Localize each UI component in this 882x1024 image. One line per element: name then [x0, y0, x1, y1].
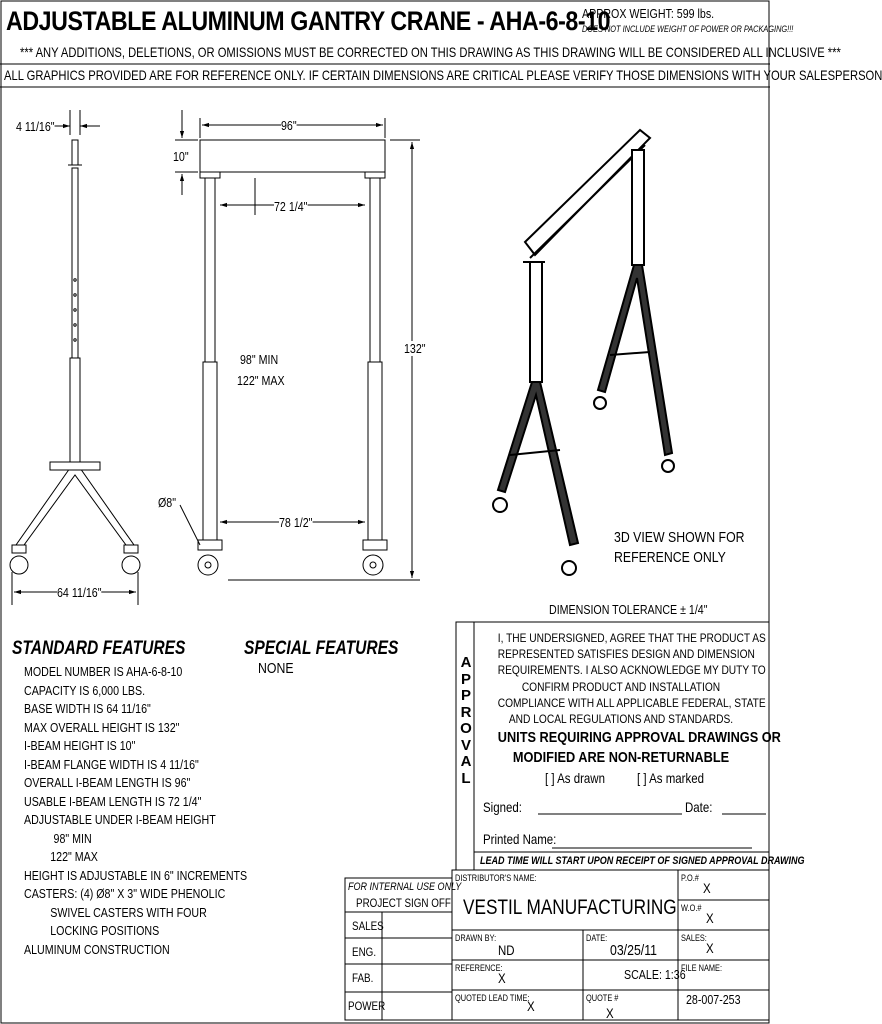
feature-item: MAX OVERALL HEIGHT IS 132" — [24, 719, 180, 735]
feature-item: SWIVEL CASTERS WITH FOUR — [50, 904, 207, 920]
po-value: X — [703, 880, 711, 896]
date-label: Date: — [685, 799, 713, 815]
drawn-by-label: DRAWN BY: — [455, 933, 497, 943]
file-name-value: 28-007-253 — [686, 992, 741, 1007]
dim-overall-height: 132" — [404, 341, 426, 356]
dim-height-max: 122" MAX — [237, 373, 285, 388]
special-features-heading: SPECIAL FEATURES — [244, 638, 399, 659]
standard-features-heading: STANDARD FEATURES — [12, 638, 186, 659]
feature-item: CASTERS: (4) Ø8" X 3" WIDE PHENOLIC — [24, 886, 226, 901]
project-signoff-label: PROJECT SIGN OFF — [356, 896, 451, 910]
dim-base-width: 64 11/16" — [57, 585, 102, 600]
approval-warning: UNITS REQUIRING APPROVAL DRAWINGS OR MODIFIED ARE NON-RETURNABLE — [497, 729, 781, 766]
signoff-row-sales: SALES — [352, 919, 384, 933]
feature-item: CAPACITY IS 6,000 LBS. — [24, 682, 146, 698]
approx-weight: APPROX WEIGHT: 599 lbs. — [582, 6, 715, 21]
dim-caster: Ø8" — [158, 495, 177, 510]
date-field-label: DATE: — [586, 933, 608, 943]
dimension-tolerance: DIMENSION TOLERANCE ± 1/4" — [549, 602, 708, 617]
dim-usable-length: 72 1/4" — [274, 199, 308, 214]
dim-height-min: 98" MIN — [240, 352, 279, 367]
quote-label: QUOTE # — [586, 993, 619, 1003]
approval-statement: I, THE UNDERSIGNED, AGREE THAT THE PRODUCT AS REPRESENTED SATISFIES DESIGN AND DIMENSION REQUIREMENTS. I ALSO ACKNOWLEDGE MY DUTY TO CONFIRM PRODUCT AND INSTALLATION COMPLIANCE WITH ALL APPLICABLE FEDERAL, STATE AND LOCAL REGULATIONS AND STANDARDS. — [497, 631, 766, 727]
signoff-row-eng: ENG. — [352, 945, 377, 959]
quoted-lead-label: QUOTED LEAD TIME: — [455, 993, 530, 1003]
po-label: P.O.# — [681, 873, 699, 883]
special-features-value: NONE — [258, 660, 294, 677]
wo-label: W.O.# — [681, 903, 702, 913]
sales-value: X — [706, 940, 714, 956]
feature-item: I-BEAM HEIGHT IS 10" — [24, 738, 136, 753]
view-note-line1: 3D VIEW SHOWN FOR — [614, 529, 745, 546]
dim-beam-height: 10" — [173, 149, 189, 164]
notice-reference: ALL GRAPHICS PROVIDED ARE FOR REFERENCE ONLY. IF CERTAIN DIMENSIONS ARE CRITICAL PLEASE VERIFY THOSE DIMENSIONS WITH YOUR SALESPERSON — [4, 67, 882, 83]
approval-vertical-label: A P P R O V A L — [460, 654, 472, 787]
notice-inclusive: *** ANY ADDITIONS, DELETIONS, OR OMISSIONS MUST BE CORRECTED ON THIS DRAWING AS THIS DRAWING WILL BE CONSIDERED ALL INCLUSIVE *** — [20, 44, 841, 60]
quote-value: X — [606, 1005, 614, 1021]
view-note-line2: REFERENCE ONLY — [614, 549, 726, 566]
feature-item: 122" MAX — [50, 849, 98, 864]
as-drawn-checkbox[interactable]: [ ] As drawn — [545, 770, 605, 786]
feature-item: I-BEAM FLANGE WIDTH IS 4 11/16" — [24, 756, 199, 772]
weight-note: DOES NOT INCLUDE WEIGHT OF POWER OR PACKAGING!!! — [582, 24, 794, 34]
dim-flange-width: 4 11/16" — [16, 119, 55, 134]
file-name-label: FILE NAME: — [681, 963, 723, 973]
reference-value: X — [498, 970, 506, 986]
feature-item: HEIGHT IS ADJUSTABLE IN 6" INCREMENTS — [24, 867, 248, 883]
scale-value: SCALE: 1:36 — [624, 967, 686, 982]
sales-label: SALES: — [681, 933, 707, 943]
signoff-row-power: POWER — [348, 999, 386, 1013]
distributor-label: DISTRIBUTOR'S NAME: — [455, 873, 537, 883]
distributor-name: VESTIL MANUFACTURING — [463, 896, 677, 919]
feature-item: USABLE I-BEAM LENGTH IS 72 1/4" — [24, 793, 202, 809]
feature-item: ADJUSTABLE UNDER I-BEAM HEIGHT — [24, 812, 216, 827]
feature-item: BASE WIDTH IS 64 11/16" — [24, 701, 151, 716]
date-value: 03/25/11 — [610, 942, 657, 959]
as-marked-checkbox[interactable]: [ ] As marked — [637, 770, 704, 786]
standard-features-list — [24, 663, 247, 959]
signed-label: Signed: — [483, 799, 522, 815]
dim-inner-width: 78 1/2" — [279, 515, 313, 530]
printed-name-label: Printed Name: — [483, 831, 557, 847]
quoted-lead-value: X — [527, 998, 535, 1014]
wo-value: X — [706, 910, 714, 926]
internal-use-label: FOR INTERNAL USE ONLY — [348, 881, 462, 893]
feature-item: 98" MIN — [53, 830, 92, 846]
lead-time-note: LEAD TIME WILL START UPON RECEIPT OF SIGNED APPROVAL DRAWING — [480, 855, 805, 867]
feature-item: OVERALL I-BEAM LENGTH IS 96" — [24, 775, 191, 790]
feature-item: MODEL NUMBER IS AHA-6-8-10 — [24, 664, 183, 679]
dim-beam-length: 96" — [281, 118, 297, 133]
reference-label: REFERENCE: — [455, 963, 503, 973]
drawing-title: ADJUSTABLE ALUMINUM GANTRY CRANE - AHA-6-8-10 — [6, 6, 611, 36]
drawn-by-value: ND — [498, 942, 515, 958]
feature-item: LOCKING POSITIONS — [50, 923, 160, 938]
signoff-row-fab: FAB. — [352, 971, 374, 985]
feature-item: ALUMINUM CONSTRUCTION — [24, 941, 170, 957]
